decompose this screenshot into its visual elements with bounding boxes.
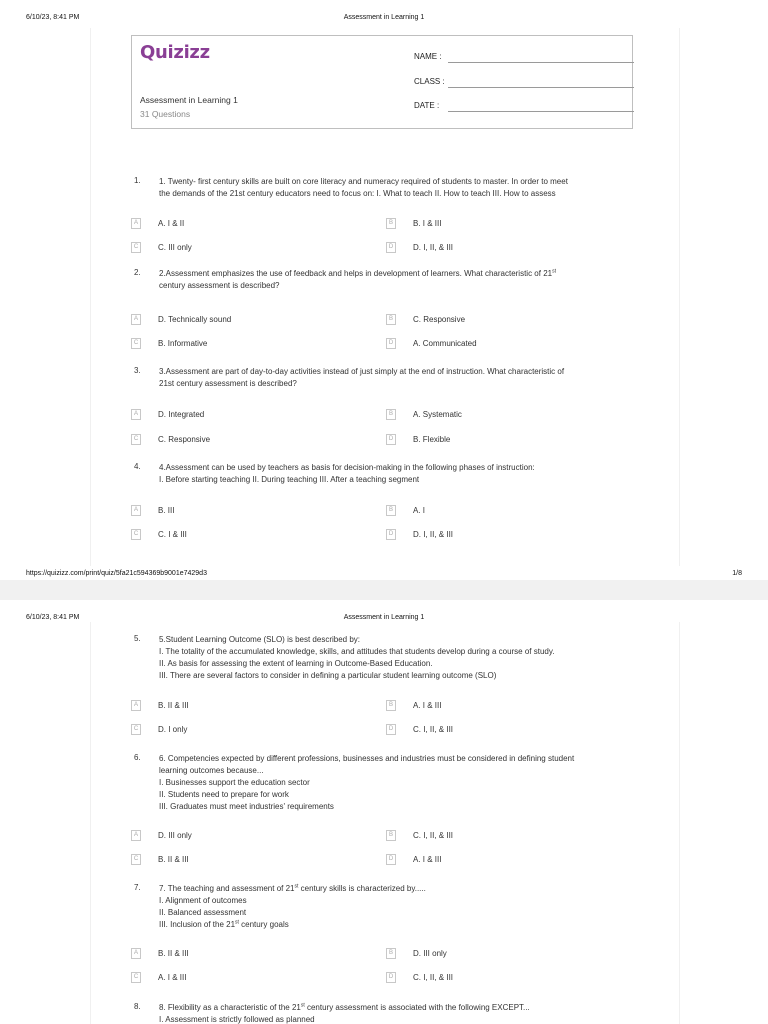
option-letter-badge: D (386, 242, 396, 253)
option-text: C. I & III (158, 530, 187, 539)
worksheet (90, 622, 680, 1024)
option-letter-badge: A (131, 505, 141, 516)
question-stem-line (159, 919, 645, 931)
option-letter-badge: D (386, 434, 396, 445)
question-number: 2. (134, 268, 141, 277)
option-text: A. I & III (413, 701, 442, 710)
question-number: 4. (134, 462, 141, 471)
name-label: NAME : (414, 52, 442, 61)
stem-text-segment: III. Inclusion of the 21 (159, 920, 236, 929)
option-text: A. Communicated (413, 339, 477, 348)
question-stem-line: II. As basis for assessing the extent of learning in Outcome-Based Education. (159, 659, 433, 668)
stem-text-segment: century assessment is described? (159, 281, 280, 290)
question-stem-line: 3.Assessment are part of day-to-day activities instead of just simply at the end of instruction. What characteristic of (159, 367, 565, 376)
option-text: D. I, II, & III (413, 243, 454, 252)
option-letter-badge: A (131, 700, 141, 711)
option-letter-badge: B (386, 948, 396, 959)
option-text: B. II & III (158, 701, 189, 710)
question-stem-line (159, 1014, 645, 1024)
option-text: A. I & III (413, 855, 442, 864)
worksheet (90, 28, 680, 566)
date-field (414, 101, 446, 110)
question-stem-line: 4.Assessment can be used by teachers as basis for decision-making in the following phases of instruction: (159, 463, 535, 472)
option-text: C. I, II, & III (413, 725, 454, 734)
question-stem (159, 634, 645, 682)
option-text: D. III only (413, 949, 447, 958)
question-stem-line: III. Graduates must meet industries' requirements (159, 802, 334, 811)
question-stem-line: II. Students need to prepare for work (159, 790, 289, 799)
option-letter-badge: A (131, 830, 141, 841)
date-blank-line (448, 111, 634, 112)
option-letter-badge: A (131, 409, 141, 420)
option-text: C. I, II, & III (413, 973, 454, 982)
option-letter-badge: C (131, 529, 141, 540)
option-text: B. Flexible (413, 435, 451, 444)
option-letter-badge: B (386, 409, 396, 420)
option-letter-badge: B (386, 505, 396, 516)
name-field (414, 52, 446, 61)
option-text: A. Systematic (413, 410, 462, 419)
option-text: C. I, II, & III (413, 831, 454, 840)
print-header-title: Assessment in Learning 1 (343, 14, 425, 21)
option-letter-badge: B (386, 218, 396, 229)
option-text: A. I (413, 506, 426, 515)
stem-text-segment: 2.Assessment emphasizes the use of feedback and helps in development of learners. What characteristic of 21 (159, 269, 553, 278)
question-stem-line: 6. Competencies expected by different professions, businesses and industries must be considered in defining student (159, 754, 575, 763)
option-letter-badge: D (386, 529, 396, 540)
option-letter-badge: B (386, 314, 396, 325)
stem-text-segment: 7. The teaching and assessment of 21 (159, 884, 295, 893)
stem-text-segment: century skills is characterized by..... (298, 884, 426, 893)
option-text: D. Technically sound (158, 315, 232, 324)
option-letter-badge: C (131, 724, 141, 735)
question-stem-line: I. Businesses support the education sector (159, 778, 310, 787)
print-footer-page: 1/8 (732, 570, 742, 577)
question-stem-line (159, 1002, 645, 1014)
option-letter-badge: C (131, 434, 141, 445)
option-text: D. I, II, & III (413, 530, 454, 539)
quizizz-logo: Quizizz (140, 42, 210, 63)
name-blank-line (448, 62, 634, 63)
print-page-2 (0, 600, 768, 1024)
question-number: 1. (134, 176, 141, 185)
question-stem-line (159, 268, 645, 280)
option-text: B. II & III (158, 855, 189, 864)
question-stem-line: learning outcomes because... (159, 766, 264, 775)
option-letter-badge: A (131, 314, 141, 325)
option-text: B. III (158, 506, 175, 515)
class-blank-line (448, 87, 634, 88)
stem-text-segment: II. Balanced assessment (159, 908, 247, 917)
question-stem-line: III. There are several factors to consider in defining a particular student learning outcome (SLO) (159, 671, 497, 680)
question-stem-line (159, 895, 645, 907)
stem-text-segment: 8. Flexibility as a characteristic of the 21 (159, 1003, 301, 1012)
stem-text-segment: I. Assessment is strictly followed as planned (159, 1015, 315, 1024)
option-letter-badge: B (386, 700, 396, 711)
option-letter-badge: C (131, 972, 141, 983)
option-text: D. I only (158, 725, 188, 734)
question-stem-line: 1. Twenty- first century skills are built on core literacy and numeracy required of students to master. In order to meet (159, 177, 568, 186)
question-number: 8. (134, 1002, 141, 1011)
print-footer-url: https://quizizz.com/print/quiz/5fa21c594369b9001e7429d3 (26, 570, 207, 577)
option-text: B. I & III (413, 219, 442, 228)
option-letter-badge: B (386, 830, 396, 841)
question-stem-line: 5.Student Learning Outcome (SLO) is best described by: (159, 635, 360, 644)
option-text: D. III only (158, 831, 192, 840)
question-stem (159, 753, 645, 813)
question-stem (159, 366, 645, 390)
question-stem (159, 268, 645, 292)
option-letter-badge: D (386, 724, 396, 735)
question-stem (159, 883, 645, 931)
quiz-title: Assessment in Learning 1 (140, 95, 238, 105)
option-letter-badge: C (131, 854, 141, 865)
option-letter-badge: A (131, 218, 141, 229)
option-letter-badge: D (386, 854, 396, 865)
option-text: D. Integrated (158, 410, 205, 419)
stem-text-segment: I. Alignment of outcomes (159, 896, 247, 905)
option-text: B. II & III (158, 949, 189, 958)
question-stem (159, 176, 645, 200)
option-text: C. Responsive (413, 315, 466, 324)
question-number: 3. (134, 366, 141, 375)
print-header-datetime: 6/10/23, 8:41 PM (26, 14, 80, 21)
worksheet-header-box (131, 35, 633, 129)
question-stem (159, 1002, 645, 1024)
print-header-datetime: 6/10/23, 8:41 PM (26, 614, 80, 621)
class-label: CLASS : (414, 77, 445, 86)
option-letter-badge: D (386, 338, 396, 349)
stem-text-segment: century assessment is associated with the following EXCEPT... (304, 1003, 530, 1012)
option-letter-badge: C (131, 338, 141, 349)
question-number: 7. (134, 883, 141, 892)
question-stem (159, 462, 645, 486)
date-label: DATE : (414, 101, 440, 110)
question-stem-line: 21st century assessment is described? (159, 379, 297, 388)
option-letter-badge: C (131, 242, 141, 253)
option-letter-badge: A (131, 948, 141, 959)
option-text: C. Responsive (158, 435, 211, 444)
print-header-title: Assessment in Learning 1 (343, 614, 425, 621)
question-stem-line (159, 907, 645, 919)
superscript-text: st (552, 268, 556, 275)
question-stem-line: the demands of the 21st century educators need to focus on: I. What to teach II. How to teach III. How to assess (159, 189, 556, 198)
option-text: B. Informative (158, 339, 208, 348)
question-stem-line (159, 883, 645, 895)
class-field (414, 77, 446, 86)
option-text: A. I & III (158, 973, 187, 982)
option-text: A. I & II (158, 219, 185, 228)
question-number: 6. (134, 753, 141, 762)
question-stem-line (159, 280, 645, 292)
question-number: 5. (134, 634, 141, 643)
question-stem-line: I. The totality of the accumulated knowledge, skills, and attitudes that students develop during a course of study. (159, 647, 555, 656)
stem-text-segment: century goals (238, 920, 289, 929)
option-text: C. III only (158, 243, 192, 252)
question-count: 31 Questions (140, 109, 191, 119)
superscript-text: st (235, 919, 239, 926)
superscript-text: st (294, 883, 299, 890)
superscript-text: st (300, 1002, 305, 1009)
option-letter-badge: D (386, 972, 396, 983)
question-stem-line: I. Before starting teaching II. During teaching III. After a teaching segment (159, 475, 420, 484)
